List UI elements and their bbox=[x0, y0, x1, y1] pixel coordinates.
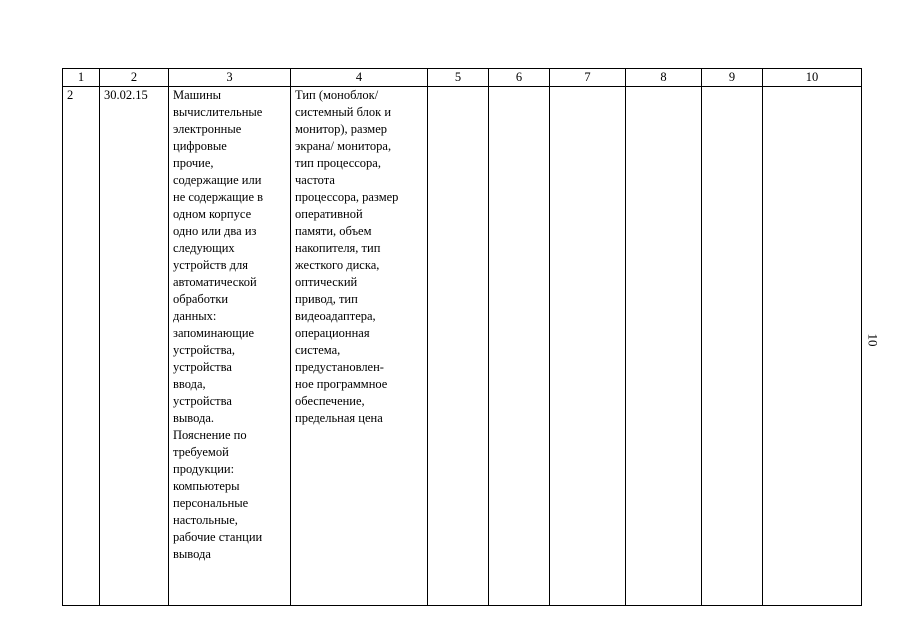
cell-text-line: ввода, bbox=[173, 377, 206, 391]
cell-text-line: не содержащие в bbox=[173, 190, 264, 204]
cell-text-line: одно или два из bbox=[173, 224, 257, 238]
table-row bbox=[63, 87, 862, 606]
header-cell: 5 bbox=[428, 69, 489, 87]
cell-text-line: жесткого диска, bbox=[295, 258, 380, 272]
empty-cell bbox=[702, 87, 763, 606]
cell-text-line: Тип (моноблок/ bbox=[295, 88, 379, 102]
cell-text-line: Пояснение по bbox=[173, 428, 247, 442]
header-cell: 8 bbox=[626, 69, 702, 87]
cell-text-line: памяти, объем bbox=[295, 224, 372, 238]
product-name-cell bbox=[169, 87, 291, 606]
header-cell: 4 bbox=[291, 69, 428, 87]
cell-text-line: запоминающие bbox=[173, 326, 255, 340]
cell-text-line: цифровые bbox=[173, 139, 227, 153]
cell-text-line: прочие, bbox=[173, 156, 214, 170]
empty-cell bbox=[550, 87, 626, 606]
cell-text-line: устройства, bbox=[173, 343, 236, 357]
header-cell: 3 bbox=[169, 69, 291, 87]
cell-text-line: компьютеры bbox=[173, 479, 240, 493]
cell-text-line: оперативной bbox=[295, 207, 363, 221]
cell-text-line: электронные bbox=[173, 122, 242, 136]
code-cell: 30.02.15 bbox=[100, 87, 169, 606]
header-cell: 1 bbox=[63, 69, 100, 87]
cell-text-line: обработки bbox=[173, 292, 229, 306]
empty-cell bbox=[428, 87, 489, 606]
table-header-row bbox=[63, 69, 862, 87]
cell-text-line: Машины bbox=[173, 88, 222, 102]
cell-text-line: ное программное bbox=[295, 377, 388, 391]
cell-text-line: устройства bbox=[173, 394, 232, 408]
cell-text-line: система, bbox=[295, 343, 341, 357]
cell-text-line: устройства bbox=[173, 360, 232, 374]
cell-text-line: устройств для bbox=[173, 258, 248, 272]
cell-text-line: оптический bbox=[295, 275, 358, 289]
cell-text-line: видеоадаптера, bbox=[295, 309, 376, 323]
cell-text-line: настольные, bbox=[173, 513, 238, 527]
cell-text-line: вычислительные bbox=[173, 105, 263, 119]
row-number-cell: 2 bbox=[63, 87, 100, 606]
header-cell: 2 bbox=[100, 69, 169, 87]
header-cell: 7 bbox=[550, 69, 626, 87]
cell-text-line: содержащие или bbox=[173, 173, 262, 187]
cell-text-line: данных: bbox=[173, 309, 217, 323]
empty-cell bbox=[626, 87, 702, 606]
cell-text-line: экрана/ монитора, bbox=[295, 139, 392, 153]
cell-text-line: частота bbox=[295, 173, 335, 187]
empty-cell bbox=[763, 87, 862, 606]
cell-text-line: автоматической bbox=[173, 275, 257, 289]
header-cell: 10 bbox=[763, 69, 862, 87]
page-number: 10 bbox=[865, 333, 881, 347]
empty-cell bbox=[489, 87, 550, 606]
cell-text-line: продукции: bbox=[173, 462, 235, 476]
cell-text-line: рабочие станции bbox=[173, 530, 263, 544]
header-cell: 9 bbox=[702, 69, 763, 87]
cell-text-line: следующих bbox=[173, 241, 235, 255]
cell-text-line: персональные bbox=[173, 496, 249, 510]
cell-text-line: предустановлен- bbox=[295, 360, 384, 374]
cell-text-line: системный блок и bbox=[295, 105, 392, 119]
specification-table bbox=[62, 68, 862, 606]
cell-text-line: одном корпусе bbox=[173, 207, 252, 221]
cell-text-line: монитор), размер bbox=[295, 122, 388, 136]
cell-text-line: предельная цена bbox=[295, 411, 383, 425]
cell-text-line: обеспечение, bbox=[295, 394, 365, 408]
cell-text-line: вывода. bbox=[173, 411, 215, 425]
cell-text-line: вывода bbox=[173, 547, 211, 561]
cell-text-line: накопителя, тип bbox=[295, 241, 381, 255]
cell-text-line: требуемой bbox=[173, 445, 229, 459]
header-cell: 6 bbox=[489, 69, 550, 87]
characteristics-cell bbox=[291, 87, 428, 606]
cell-text-line: привод, тип bbox=[295, 292, 358, 306]
cell-text-line: операционная bbox=[295, 326, 370, 340]
cell-text-line: процессора, размер bbox=[295, 190, 399, 204]
cell-text-line: тип процессора, bbox=[295, 156, 381, 170]
